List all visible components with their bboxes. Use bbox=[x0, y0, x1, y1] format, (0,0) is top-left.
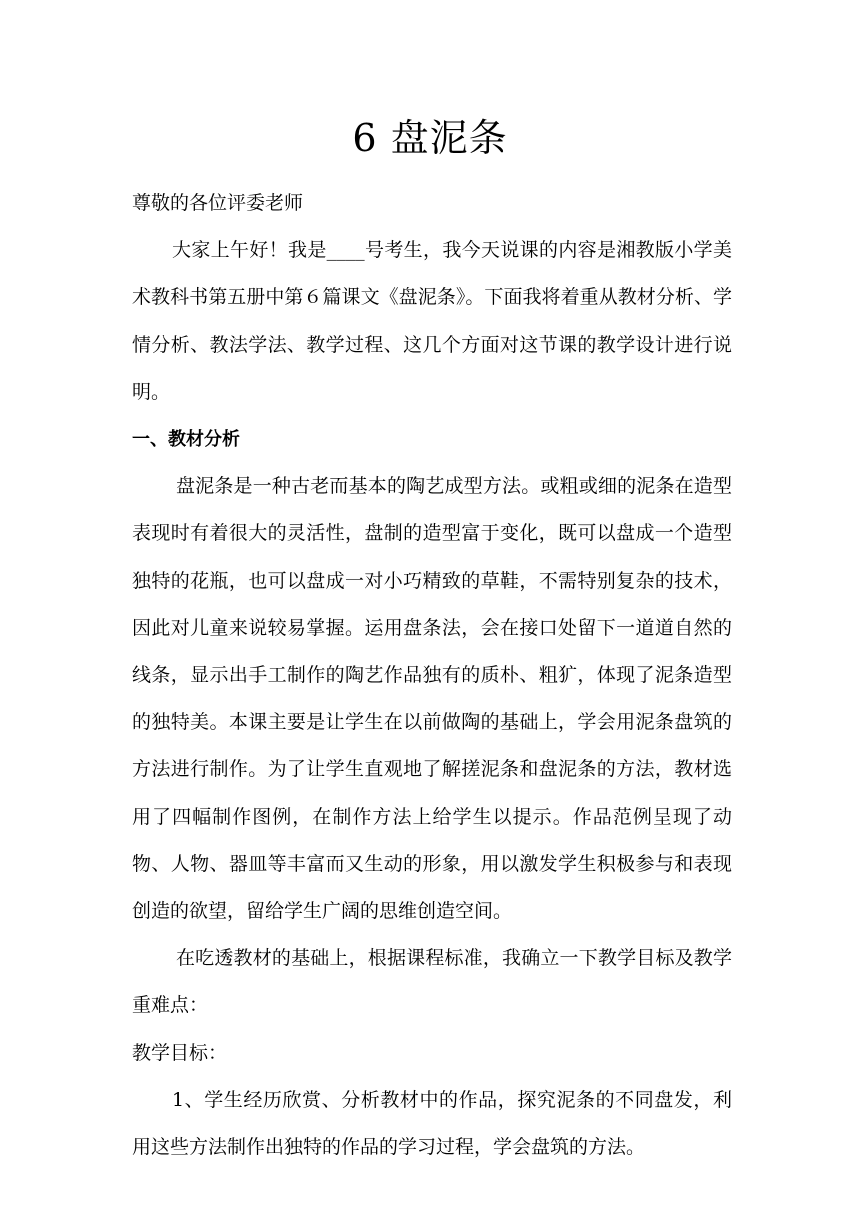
textbook-analysis-paragraph: 盘泥条是一种古老而基本的陶艺成型方法。或粗或细的泥条在造型表现时有着很大的灵活性，盘制的造型富于变化，既可以盘成一个造型独特的花瓶，也可以盘成一对小巧精致的草鞋，不需特别复杂的技术，因此对儿童来说较易掌握。运用盘条法，会在接口处留下一道道自然的线条，显示出手工制作的陶艺作品独有的质朴、粗犷，体现了泥条造型的独特美。本课主要是让学生在以前做陶的基础上，学会用泥条盘筑的方法进行制作。为了让学生直观地了解搓泥条和盘泥条的方法，教材选用了四幅制作图例，在制作方法上给学生以提示。作品范例呈现了动物、人物、器皿等丰富而又生动的形象，用以激发学生积极参与和表现创造的欲望，留给学生广阔的思维创造空间。 bbox=[132, 475, 732, 923]
section-heading-textbook-analysis: 一、教材分析 bbox=[132, 429, 240, 451]
goals-intro-paragraph: 在吃透教材的基础上，根据课程标准，我确立一下教学目标及教学重难点： bbox=[132, 947, 732, 1017]
goal-item-1: 1、学生经历欣赏、分析教材中的作品，探究泥条的不同盘发，利用这些方法制作出独特的作品的学习过程，学会盘筑的方法。 bbox=[132, 1088, 732, 1159]
salutation: 尊敬的各位评委老师 bbox=[132, 192, 304, 214]
document-body bbox=[132, 180, 732, 1171]
intro-paragraph: 大家上午好！我是____号考生，我今天说课的内容是湘教版小学美术教科书第五册中第６篇课文《盘泥条》。下面我将着重从教材分析、学情分析、教法学法、教学过程、这几个方面对这节课的教学设计进行说明。 bbox=[132, 239, 732, 403]
document-title: 6 盘泥条 bbox=[352, 116, 508, 160]
goals-label: 教学目标： bbox=[132, 1041, 228, 1064]
